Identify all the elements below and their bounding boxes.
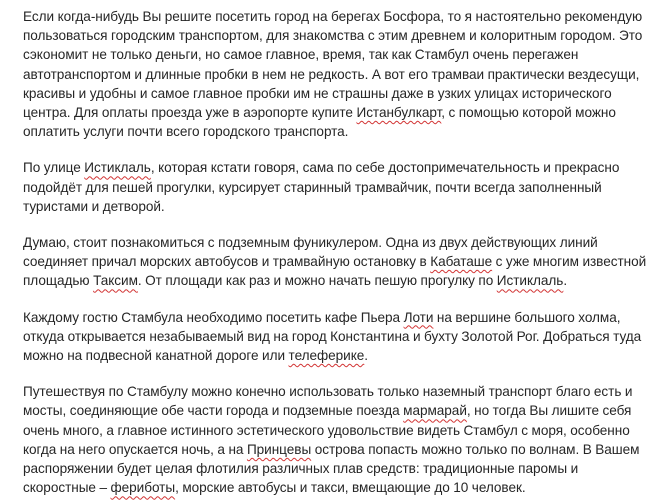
spellcheck-flagged-word: Истанбулкарт (356, 105, 442, 121)
paragraph-3[interactable] (23, 233, 653, 291)
text-run: . (364, 348, 369, 364)
spellcheck-flagged-word: Лоти (403, 309, 434, 325)
text-run: , но тогда Вы лишите себя очень много, а главное истинного эстетического удовольствие видеть Стамбул с моря, особенно когда на него опускается ночь, а на (23, 403, 632, 457)
text-run: Путешествуя по Стамбулу можно конечно использовать только наземный транспорт благо есть и мосты, соединяющие обе части города и подземные поезда (23, 384, 633, 419)
text-run: , с помощью которой можно оплатить услуги почти всего городского транспорта. (23, 105, 616, 140)
text-run: на вершине большого холма, откуда открывается незабываемый вид на город Константина и бухту Золотой Рог. Добраться туда можно на подвесной канатной дороге или (23, 309, 642, 364)
paragraph-4[interactable] (23, 308, 653, 366)
text-run: острова попасть можно только по волнам. В Вашем распоряжении будет целая флотилия различных плав средств: традиционные паромы и скоростные – (23, 441, 640, 496)
paragraph-2[interactable] (23, 158, 653, 216)
text-run: Если когда-нибудь Вы решите посетить город на берегах Босфора, то я настоятельно рекомендую пользоваться городским транспортом, для знакомства с этим древнем и колоритным городом. Это сэкономит не только деньги, но самое главное, время, так как Стамбул очень перегажен автотранспортом и длинные пробки в нем не редкость. А вот его трамваи практически вездесущи, красивы и удобны и самое главное пробки им не страшны даже в узких улицах исторического центра. Для оплаты проезда уже в аэропорте купите (23, 9, 643, 121)
text-run: По улице (23, 160, 85, 176)
spellcheck-flagged-word: телеферике (288, 348, 365, 364)
spellcheck-flagged-word: Истиклаль (84, 160, 151, 176)
text-run: Каждому гостю Стамбула необходимо посетить кафе Пьера (23, 309, 404, 325)
spellcheck-flagged-word: Кабаташе (430, 254, 493, 270)
paragraph-1[interactable] (23, 7, 653, 141)
spellcheck-flagged-word: Принцевы (246, 441, 312, 457)
spellcheck-flagged-word: мармарай (403, 403, 467, 419)
spellcheck-flagged-word: Истиклаль (496, 273, 564, 289)
text-run: с уже многим известной площадью (23, 254, 647, 289)
text-run: . (563, 273, 568, 289)
spellcheck-flagged-word: Таксим (93, 273, 138, 289)
text-run: , которая кстати говоря, сама по себе достопримечательность и прекрасно подойдёт для пешей прогулки, курсирует старинный трамвайчик, почти всегда заполненный туристами и детворой. (23, 160, 620, 214)
text-run: . От площади как раз и можно начать пешую прогулку по (137, 273, 497, 289)
text-run: Думаю, стоит познакомиться с подземным фуникулером. Одна из двух действующих линий соединяет причал морских автобусов и трамвайную остановку в (23, 235, 598, 270)
text-run: , морские автобусы и такси, вмещающие до 10 человек. (175, 480, 526, 496)
paragraph-5[interactable] (23, 382, 653, 497)
spellcheck-flagged-word: фериботы (110, 480, 176, 496)
